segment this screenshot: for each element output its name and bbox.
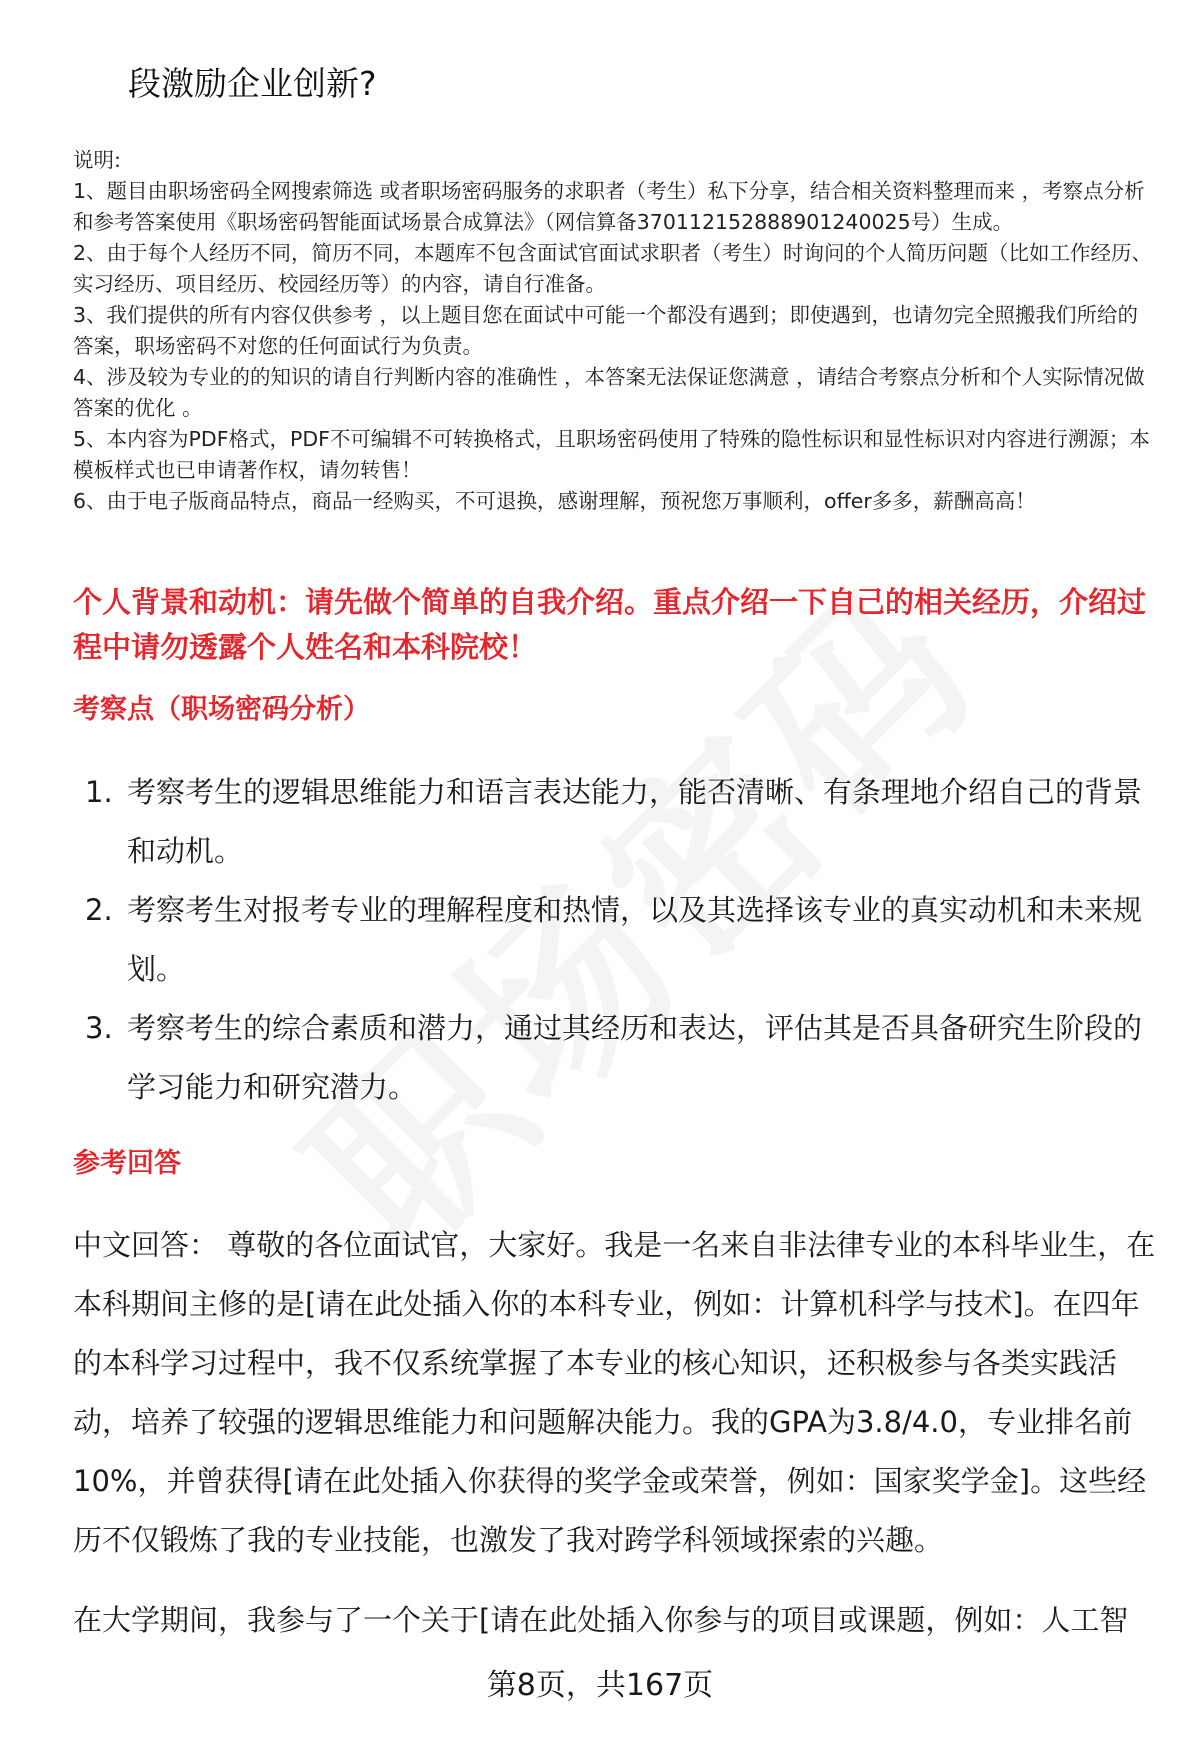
- reference-answer: [73, 1216, 1163, 1671]
- analysis-item: [73, 999, 1158, 1117]
- analysis-heading: 考察点（职场密码分析）: [73, 694, 370, 725]
- analysis-item-text: 考察考生的综合素质和潜力，通过其经历和表达，评估其是否具备研究生阶段的学习能力和研究潜力。: [127, 1011, 1143, 1104]
- page-number-footer: 第8页，共167页: [486, 1668, 714, 1703]
- analysis-item-text: 考察考生对报考专业的理解程度和热情，以及其选择该专业的真实动机和未来规划。: [127, 893, 1143, 986]
- analysis-list: [73, 763, 1158, 1117]
- note-item-6: 6、由于电子版商品特点，商品一经购买，不可退换，感谢理解，预祝您万事顺利，offer多多，薪酬高高！: [73, 489, 1036, 513]
- analysis-item: [73, 763, 1158, 881]
- analysis-item-number: 3.: [85, 1011, 113, 1045]
- interview-question: 个人背景和动机：请先做个简单的自我介绍。重点介绍一下自己的相关经历，介绍过程中请勿透露个人姓名和本科院校！: [73, 585, 1147, 664]
- analysis-item-number: 1.: [85, 775, 113, 809]
- answer-paragraph-2: 在大学期间，我参与了一个关于[请在此处插入你参与的项目或课题，例如：人工智: [73, 1603, 1129, 1637]
- notes-section: [73, 145, 1158, 517]
- analysis-item-text: 考察考生的逻辑思维能力和语言表达能力，能否清晰、有条理地介绍自己的背景和动机。: [127, 775, 1143, 868]
- analysis-item: [73, 881, 1158, 999]
- analysis-item-number: 2.: [85, 893, 113, 927]
- note-item-1: 1、题目由职场密码全网搜索筛选 或者职场密码服务的求职者（考生）私下分享，结合相关资料整理而来 ，考察点分析和参考答案使用《职场密码智能面试场景合成算法》（网信算备370112152888901240025号）生成。: [73, 179, 1145, 234]
- note-item-5: 5、本内容为PDF格式，PDF不可编辑不可转换格式，且职场密码使用了特殊的隐性标识和显性标识对内容进行溯源；本模板样式也已申请著作权，请勿转售！: [73, 427, 1150, 482]
- question-title-fragment: 段激励企业创新?: [128, 64, 377, 103]
- note-item-4: 4、涉及较为专业的的知识的请自行判断内容的准确性 ，本答案无法保证您满意 ，请结合考察点分析和个人实际情况做答案的优化 。: [73, 365, 1145, 420]
- note-item-3: 3、我们提供的所有内容仅供参考 ，以上题目您在面试中可能一个都没有遇到；即使遇到，也请勿完全照搬我们所给的答案，职场密码不对您的任何面试行为负责。: [73, 303, 1139, 358]
- answer-paragraph-1: 中文回答： 尊敬的各位面试官，大家好。我是一名来自非法律专业的本科毕业生，在本科期间主修的是[请在此处插入你的本科专业，例如：计算机科学与技术]。在四年的本科学习过程中，我不仅系统掌握了本专业的核心知识，还积极参与各类实践活动，培养了较强的逻辑思维能力和问题解决能力。我的GPA为3.8/4.0，专业排名前10%，并曾获得[请在此处插入你获得的奖学金或荣誉，例如：国家奖学金]。这些经历不仅锻炼了我的专业技能，也激发了我对跨学科领域探索的兴趣。: [73, 1228, 1156, 1557]
- notes-label: 说明:: [73, 148, 121, 172]
- note-item-2: 2、由于每个人经历不同，简历不同，本题库不包含面试官面试求职者（考生）时询问的个人简历问题（比如工作经历、实习经历、项目经历、校园经历等）的内容，请自行准备。: [73, 241, 1153, 296]
- reference-answer-heading: 参考回答: [73, 1148, 181, 1179]
